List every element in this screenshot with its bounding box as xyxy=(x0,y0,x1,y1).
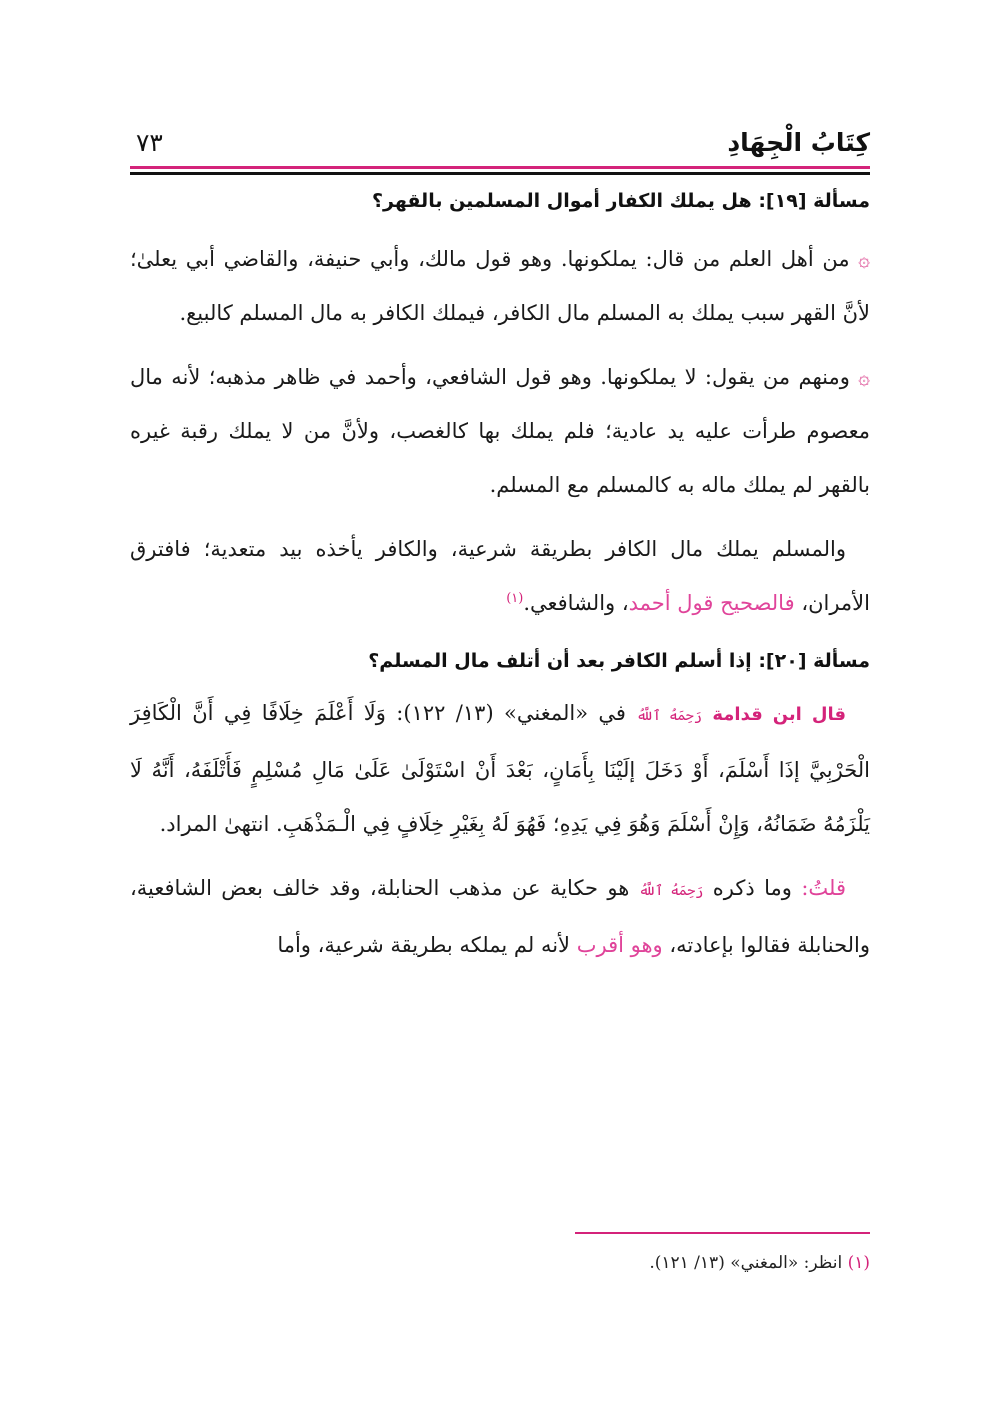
conclusion-text-a: والمسلم يملك مال الكافر بطريقة شرعية، والكافر يأخذه بيد متعدية؛ فافترق الأمران، xyxy=(130,537,870,615)
comment-text-c: لأنه لم يملكه بطريقة شرعية، وأما xyxy=(277,933,571,957)
page-content xyxy=(130,186,870,972)
footnote xyxy=(130,1250,870,1276)
qultu-label: قلتُ: xyxy=(801,876,846,900)
honorific-icon: رَحِمَهُ ٱللَّهُ xyxy=(636,708,702,724)
conclusion-highlight: فالصحيح قول أحمد xyxy=(628,591,795,615)
issue-20-heading xyxy=(130,646,870,676)
issue-19-conclusion xyxy=(130,522,870,630)
honorific-icon: رَحِمَهُ ٱللَّهُ xyxy=(638,883,704,899)
issue-20-title: إذا أسلم الكافر بعد أن أتلف مال المسلم؟ xyxy=(368,650,752,672)
header-rule-pink xyxy=(130,166,870,169)
issue-19-title: هل يملك الكفار أموال المسلمين بالقهر؟ xyxy=(372,190,752,212)
issue-19-opinion-2 xyxy=(130,350,870,512)
footnote-number: (١) xyxy=(847,1253,870,1273)
conclusion-text-b: ، والشافعي. xyxy=(523,591,629,615)
issue-19-heading xyxy=(130,186,870,216)
flower-bullet-icon: ۞ xyxy=(858,365,870,389)
issue-20-label: مسألة [٢٠]: xyxy=(758,650,870,672)
book-title: كِتَابُ الْجِهَادِ xyxy=(727,128,870,157)
running-header xyxy=(130,122,870,166)
quote-text: في «المغني» (١٣/ ١٢٢): وَلَا أَعْلَمَ خِلَافًا فِي أَنَّ الْكَافِرَ الْحَرْبِيَّ إذَا أَسْلَمَ، أَوْ دَخَلَ إلَيْنَا بِأَمَانٍ، بَعْدَ أَنْ اسْتَوْلَىٰ عَلَىٰ مَالِ مُسْلِمٍ فَأَتْلَفَهُ، أَنَّهُ لَا يَلْزَمُهُ ضَمَانُهُ، وَإِنْ أَسْلَمَ وَهُوَ فِي يَدِهِ؛ فَهُوَ لَهُ بِغَيْرِ خِلَافٍ فِي الْـمَذْهَبِ. انتهىٰ المراد. xyxy=(130,701,870,836)
comment-highlight: وهو أقرب xyxy=(576,933,663,957)
quote-author: قال ابن قدامة xyxy=(712,704,846,725)
comment-text-a: وما ذكره xyxy=(712,876,792,900)
comment-text-b: هو حكاية عن مذهب الحنابلة، وقد خالف بعض الشافعية، والحنابلة فقالوا بإعادته، xyxy=(130,876,870,957)
footnote-text: انظر: «المغني» (١٣/ ١٢١). xyxy=(649,1253,843,1273)
issue-19-label: مسألة [١٩]: xyxy=(758,190,870,212)
document-page xyxy=(130,0,870,1418)
opinion-1-text: من أهل العلم من قال: يملكونها. وهو قول مالك، وأبي حنيفة، والقاضي أبي يعلىٰ؛ لأنَّ القهر سبب يملك به المسلم مال الكافر، فيملك الكافر به مال المسلم كالبيع. xyxy=(130,247,870,325)
author-comment xyxy=(130,861,870,972)
header-rule-black xyxy=(130,172,870,175)
opinion-2-text: ومنهم من يقول: لا يملكونها. وهو قول الشافعي، وأحمد في ظاهر مذهبه؛ لأنه مال معصوم طرأت عليه يد عادية؛ فلم يملك بها كالغصب، ولأنَّ من لا يملك رقبة غيره بالقهر لم يملك ماله به كالمسلم مع المسلم. xyxy=(130,365,870,497)
page-number: ٧٣ xyxy=(136,128,163,157)
ibn-qudama-quote xyxy=(130,686,870,851)
issue-19-opinion-1 xyxy=(130,232,870,340)
flower-bullet-icon: ۞ xyxy=(858,247,870,271)
footnote-rule xyxy=(575,1232,870,1234)
footnote-ref[interactable]: (١) xyxy=(506,591,524,606)
